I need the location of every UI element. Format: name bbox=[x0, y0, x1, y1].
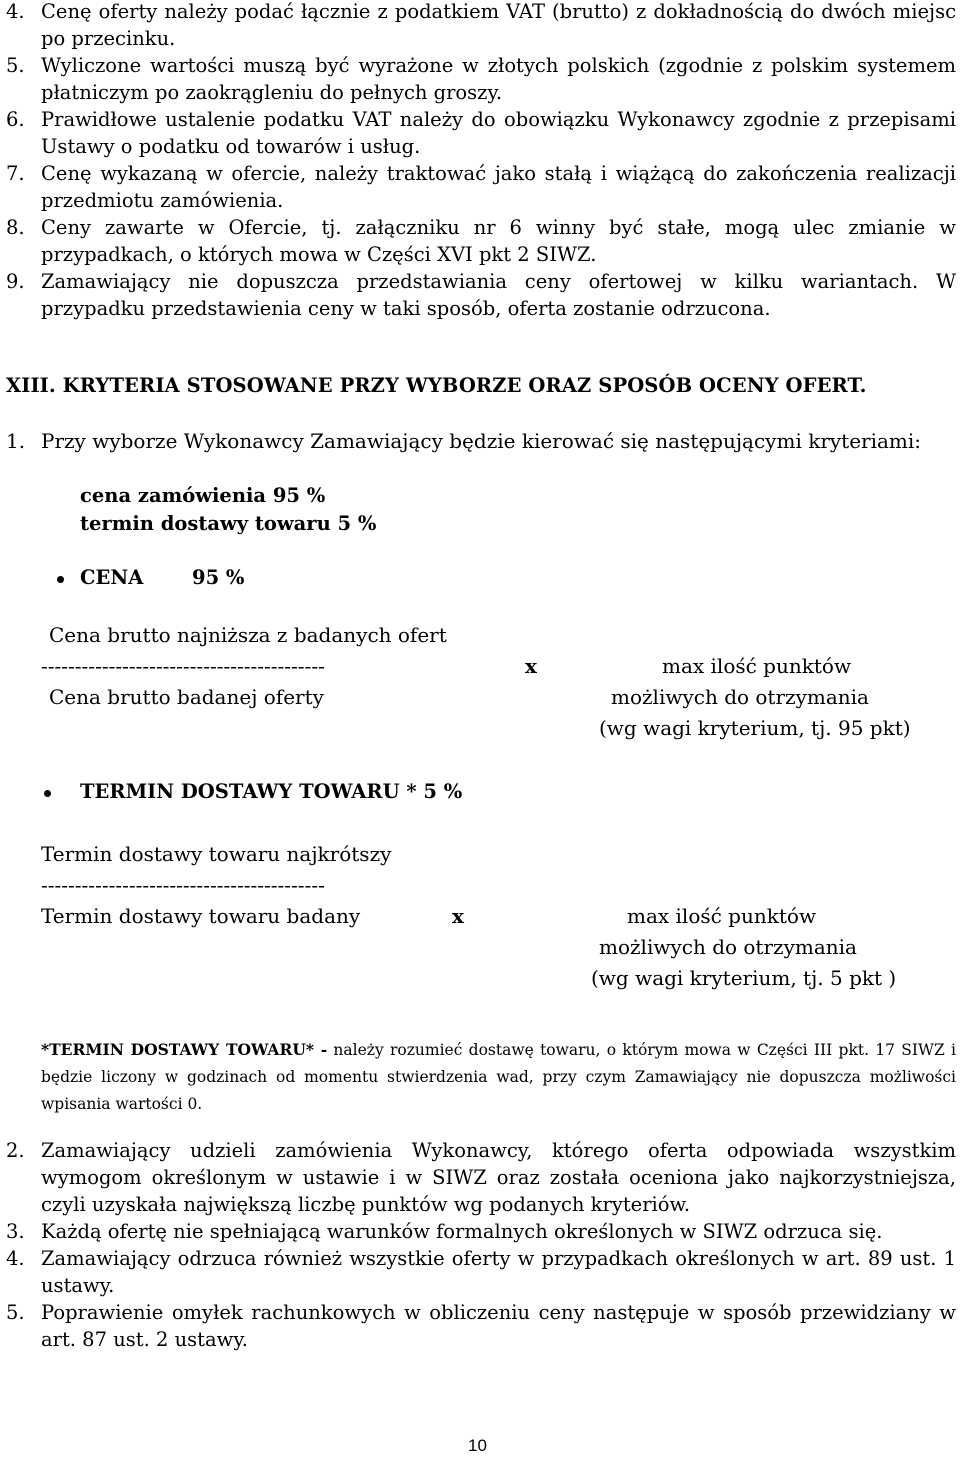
bullet-icon bbox=[57, 576, 64, 583]
list-item: 9. Zamawiający nie dopuszcza przedstawiania ceny ofertowej w kilku wariantach. W przypadku przedstawienia ceny w taki sposób, oferta zostanie odrzucona. bbox=[6, 270, 956, 320]
termin-max-line3: (wg wagi kryterium, tj. 5 pkt ) bbox=[591, 966, 897, 990]
cena-max-line1: max ilość punktów bbox=[662, 654, 852, 678]
list-item: 8. Ceny zawarte w Ofercie, tj. załączniku nr 6 winny być stałe, mogą ulec zmianie w przypadkach, o których mowa w Części XVI pkt 2 SIWZ. bbox=[6, 216, 956, 266]
page-number: 10 bbox=[468, 1436, 487, 1455]
note-term: *TERMIN DOSTAWY TOWARU* - bbox=[41, 1040, 328, 1059]
selection-rules-list bbox=[6, 1137, 956, 1353]
list-item: 5. Poprawienie omyłek rachunkowych w obliczeniu ceny następuje w sposób przewidziany w art. 87 ust. 2 ustawy. bbox=[6, 1301, 956, 1351]
cena-multiply-sign: x bbox=[525, 654, 537, 678]
price-rules-list bbox=[6, 0, 956, 322]
termin-bullet-label: TERMIN DOSTAWY TOWARU * 5 % bbox=[80, 780, 463, 803]
criteria-intro-list bbox=[6, 428, 956, 455]
note-text: należy rozumieć dostawę towaru, o którym mowa w Części III pkt. 17 SIWZ i będzie liczony w godzinach od momentu stwierdzenia wad, przy czym Zamawiający nie dopuszcza możliwości wpisania wartości 0. bbox=[41, 1041, 956, 1113]
cena-numerator: Cena brutto najniższa z badanych ofert bbox=[49, 623, 447, 647]
cena-max-line3: (wg wagi kryterium, tj. 95 pkt) bbox=[599, 716, 911, 740]
delivery-term-note bbox=[41, 1036, 956, 1118]
criterion-price: cena zamówienia 95 % bbox=[80, 484, 326, 507]
cena-bullet-value: 95 % bbox=[192, 566, 245, 589]
list-item: 4. Zamawiający odrzuca również wszystkie oferty w przypadkach określonych w art. 89 ust. 1 ustawy. bbox=[6, 1247, 956, 1297]
section-heading: XIII. KRYTERIA STOSOWANE PRZY WYBORZE ORAZ SPOSÓB OCENY OFERT. bbox=[6, 374, 867, 397]
termin-max-line1: max ilość punktów bbox=[627, 904, 817, 928]
termin-numerator: Termin dostawy towaru najkrótszy bbox=[41, 842, 392, 866]
cena-bullet-label: CENA bbox=[80, 566, 144, 589]
list-item: 7. Cenę wykazaną w ofercie, należy traktować jako stałą i wiążącą do zakończenia realizacji przedmiotu zamówienia. bbox=[6, 162, 956, 212]
list-item: 6. Prawidłowe ustalenie podatku VAT należy do obowiązku Wykonawcy zgodnie z przepisami Ustawy o podatku od towarów i usług. bbox=[6, 108, 956, 158]
criterion-delivery: termin dostawy towaru 5 % bbox=[80, 512, 377, 535]
list-item: 4. Cenę oferty należy podać łącznie z podatkiem VAT (brutto) z dokładnością do dwóch miejsc po przecinku. bbox=[6, 0, 956, 50]
termin-multiply-sign: x bbox=[452, 904, 464, 928]
termin-divider: ------------------------------------------ bbox=[41, 873, 325, 897]
cena-denominator: Cena brutto badanej oferty bbox=[49, 685, 324, 709]
termin-max-line2: możliwych do otrzymania bbox=[599, 935, 857, 959]
list-item: 3. Każdą ofertę nie spełniającą warunków formalnych określonych w SIWZ odrzuca się. bbox=[6, 1220, 883, 1243]
cena-divider: ------------------------------------------ bbox=[41, 654, 325, 678]
bullet-icon bbox=[44, 790, 51, 797]
termin-denominator: Termin dostawy towaru badany bbox=[41, 904, 361, 928]
cena-max-line2: możliwych do otrzymania bbox=[611, 685, 869, 709]
list-item: 1. Przy wyborze Wykonawcy Zamawiający będzie kierować się następującymi kryteriami: bbox=[6, 429, 922, 453]
list-item: 5. Wyliczone wartości muszą być wyrażone w złotych polskich (zgodnie z polskim systemem płatniczym po zaokrągleniu do pełnych groszy. bbox=[6, 54, 956, 104]
list-item: 2. Zamawiający udzieli zamówienia Wykonawcy, którego oferta odpowiada wszystkim wymogom określonym w ustawie i w SIWZ oraz została oceniona jako najkorzystniejsza, czyli uzyskała największą liczbę punktów wg podanych kryteriów. bbox=[6, 1139, 956, 1216]
